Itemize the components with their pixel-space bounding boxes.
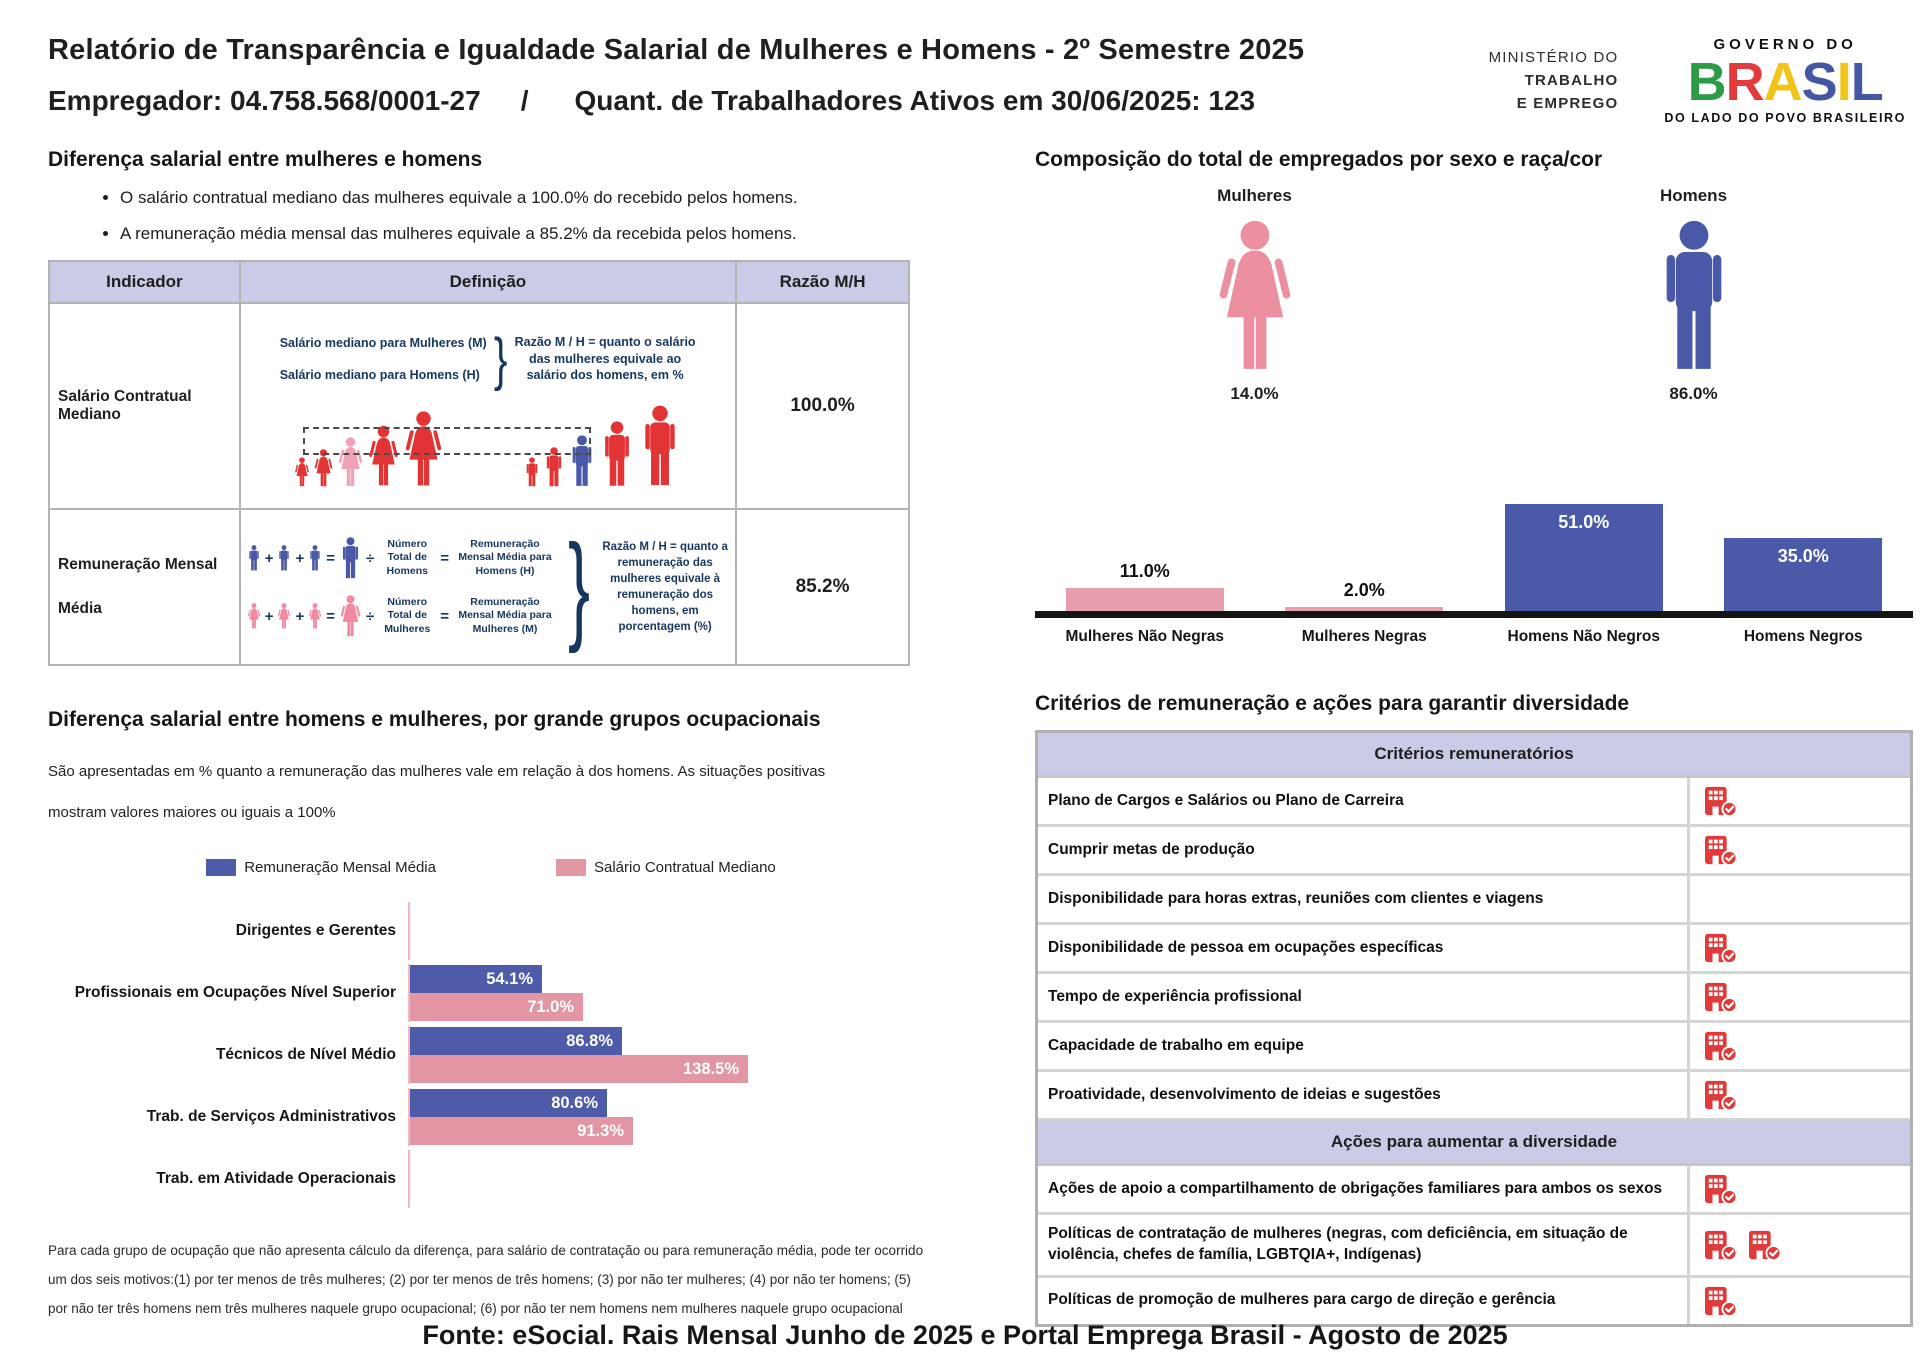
man-icon <box>277 545 291 571</box>
bar-slot <box>1035 561 1255 611</box>
formula-line: + + = ÷ Número Total de Mulheres = Remuneração Mensal Média para Mulheres (M) <box>247 595 557 637</box>
indicator-table <box>48 260 910 666</box>
male-summary <box>1474 186 1913 404</box>
criteria-section-header: Critérios remuneratórios <box>1038 733 1910 778</box>
bar-value-label: 71.0% <box>527 998 574 1016</box>
category-label: Homens Negros <box>1743 628 1863 645</box>
criteria-check-cell <box>1690 876 1910 922</box>
header-definicao: Definição <box>240 261 736 303</box>
category-label: Dirigentes e Gerentes <box>235 922 396 939</box>
criteria-check-cell <box>1690 1278 1910 1324</box>
people-illustration <box>247 403 729 487</box>
formula-result: Remuneração Mensal Média para Mulheres (M) <box>458 595 552 635</box>
company-check-icon <box>1704 1079 1738 1111</box>
company-check-icon <box>1704 1229 1738 1261</box>
bar-value-label: 91.3% <box>577 1122 624 1140</box>
active-workers: Quant. de Trabalhadores Ativos em 30/06/2025: 123 <box>574 85 1256 116</box>
woman-icon <box>339 595 362 637</box>
criteria-check-cell <box>1690 1215 1910 1275</box>
salary-gap-bullets <box>120 188 934 244</box>
man-icon <box>1653 220 1735 372</box>
bar <box>410 1055 748 1083</box>
median-men-line: Salário mediano para Homens (H) <box>279 368 480 382</box>
occupational-footnote: Para cada grupo de ocupação que não apresenta cálculo da diferença, para salário de contratação ou para remuneração média, pode ter ocorrido um dos seis motivos:(1) por ter menos de três mulheres; (2) por ter menos de três homens; (3) por não ter mulheres; (4) por não ter homens; (5) por não ter três homens nem três mulheres naquele grupo ocupacional; (6) por não ter nem homens nem mulheres naquele grupo ocupacional <box>48 1243 924 1317</box>
employer-line <box>48 85 1304 117</box>
chart-legend <box>48 859 934 876</box>
formula-lines <box>247 537 557 637</box>
bar <box>1724 538 1882 612</box>
bar-pair <box>408 1026 748 1084</box>
criteria-row <box>1038 1278 1910 1324</box>
occupational-subtitle: São apresentadas em % quanto a remuneração das mulheres vale em relação à dos homens. As situações positivas mostram valores maiores ou iguais a 100% <box>48 763 826 821</box>
formula-denominator: Número Total de Mulheres <box>384 595 431 635</box>
criteria-row <box>1038 876 1910 925</box>
criteria-check-cell <box>1690 778 1910 824</box>
chart-row <box>48 1150 934 1208</box>
criteria-label: Políticas de promoção de mulheres para cargo de direção e gerência <box>1038 1278 1690 1324</box>
gov-brasil-logo: GOVERNO DO BRASIL DO LADO DO POVO BRASILEIRO <box>1664 36 1906 125</box>
table-row <box>49 509 909 665</box>
ratio-explanation: Razão M / H = quanto a remuneração das mulheres equivale à remuneração dos homens, em porcentagem (%) <box>602 540 728 634</box>
category-label: Profissionais em Ocupações Nível Superior <box>74 984 396 1001</box>
man-icon <box>339 537 362 579</box>
chart-row <box>48 902 934 960</box>
category-label: Homens Não Negros <box>1507 628 1660 645</box>
bar-value-label: 2.0% <box>1343 579 1385 600</box>
criteria-label: Políticas de contratação de mulheres (negras, com deficiência, em situação de violência, chefes de família, LGBTQIA+, Indígenas) <box>1038 1215 1690 1275</box>
company-check-icon <box>1704 1030 1738 1062</box>
bar-pair <box>408 1088 633 1146</box>
male-label: Homens <box>1659 186 1728 205</box>
criteria-check-cell <box>1690 827 1910 873</box>
category-label: Técnicos de Nível Médio <box>215 1046 396 1063</box>
formula-result: Remuneração Mensal Média para Homens (H) <box>458 537 552 577</box>
criteria-check-cell <box>1690 1072 1910 1118</box>
header-razao: Razão M/H <box>736 261 909 303</box>
criteria-check-cell <box>1690 925 1910 971</box>
composition-title: Composição do total de empregados por sexo e raça/cor <box>1035 148 1603 171</box>
man-icon <box>599 421 635 487</box>
salary-gap-title: Diferença salarial entre mulheres e homens <box>48 148 483 171</box>
occupational-title: Diferença salarial entre homens e mulheres, por grande grupos ocupacionais <box>48 708 821 731</box>
bar-value-label: 35.0% <box>1777 545 1829 566</box>
female-label: Mulheres <box>1217 186 1292 205</box>
employer-id: Empregador: 04.758.568/0001-27 <box>48 85 481 116</box>
brasil-wordmark <box>1664 52 1906 112</box>
chart-row <box>48 1088 934 1146</box>
company-check-icon <box>1704 932 1738 964</box>
criteria-row <box>1038 827 1910 876</box>
criteria-row <box>1038 778 1910 827</box>
criteria-row <box>1038 974 1910 1023</box>
bar <box>410 1089 607 1117</box>
woman-icon <box>277 603 291 629</box>
brand-letter: A <box>1763 52 1802 112</box>
ratio-explanation: Razão M / H = quanto o salário das mulheres equivale ao salário dos homens, em % <box>514 334 696 383</box>
criteria-check-cell <box>1690 974 1910 1020</box>
indicator-cell: Remuneração Mensal Média <box>49 509 240 665</box>
criteria-row <box>1038 1215 1910 1278</box>
brand-letter: S <box>1801 52 1837 112</box>
footer-source: Fonte: eSocial. Rais Mensal Junho de 2025 e Portal Emprega Brasil - Agosto de 2025 <box>422 1320 1508 1350</box>
legend-item <box>206 859 436 876</box>
left-column <box>48 148 934 1323</box>
criteria-check-cell <box>1690 1166 1910 1212</box>
company-check-icon <box>1704 1285 1738 1317</box>
brand-letter: I <box>1836 52 1851 112</box>
criteria-label: Capacidade de trabalho em equipe <box>1038 1023 1690 1069</box>
criteria-label: Plano de Cargos e Salários ou Plano de Carreira <box>1038 778 1690 824</box>
man-icon <box>638 405 682 487</box>
ratio-cell: 100.0% <box>736 303 909 509</box>
criteria-title: Critérios de remuneração e ações para garantir diversidade <box>1035 692 1630 715</box>
criteria-row <box>1038 925 1910 974</box>
category-label: Trab. em Atividade Operacionais <box>156 1170 396 1187</box>
company-check-icon <box>1704 981 1738 1013</box>
legend-item <box>556 859 776 876</box>
bullet-item: • A remuneração média mensal das mulheres equivale a 85.2% da recebida pelos homens. <box>120 224 934 244</box>
brace-glyph: } <box>493 326 508 392</box>
bar-pair <box>408 902 410 960</box>
bar <box>410 1117 633 1145</box>
composition-bar-chart <box>1035 468 1913 646</box>
definition-cell <box>240 303 736 509</box>
bar <box>410 993 583 1021</box>
criteria-label: Cumprir metas de produção <box>1038 827 1690 873</box>
bar <box>410 1027 622 1055</box>
header-indicador: Indicador <box>49 261 240 303</box>
woman-icon <box>1214 220 1296 372</box>
right-column <box>1035 148 1913 1327</box>
bar-value-label: 51.0% <box>1558 511 1610 532</box>
brand-letter: R <box>1725 52 1764 112</box>
logo-area <box>1489 36 1906 125</box>
company-check-icon <box>1704 785 1738 817</box>
company-check-icon <box>1704 1173 1738 1205</box>
criteria-label: Proatividade, desenvolvimento de ideias e sugestões <box>1038 1072 1690 1118</box>
gender-summary <box>1035 186 1913 404</box>
criteria-section-header: Ações para aumentar a diversidade <box>1038 1121 1910 1166</box>
mte-logo: MINISTÉRIO DO TRABALHO E EMPREGO <box>1488 48 1619 113</box>
company-check-icon <box>1748 1229 1782 1261</box>
criteria-label: Tempo de experiência profissional <box>1038 974 1690 1020</box>
brand-letter: B <box>1687 52 1726 112</box>
category-labels <box>1035 628 1913 646</box>
brand-letter: L <box>1850 52 1883 112</box>
indicator-cell: Salário Contratual Mediano <box>49 303 240 509</box>
bars-area <box>1035 468 1913 618</box>
bar-slot <box>1694 538 1914 612</box>
criteria-row <box>1038 1023 1910 1072</box>
brace-glyph: } <box>568 520 591 654</box>
legend-swatch <box>556 859 586 876</box>
man-figure-icon <box>1474 220 1913 372</box>
bar-value-label: 80.6% <box>551 1094 598 1112</box>
table-header-row <box>49 261 909 303</box>
bar-value-label: 86.8% <box>566 1032 613 1050</box>
bar <box>1285 607 1443 611</box>
separator: / <box>520 85 529 116</box>
category-label: Mulheres Negras <box>1301 628 1427 645</box>
formula-line: + + = ÷ Número Total de Homens = Remuneração Mensal Média para Homens (H) <box>247 537 557 579</box>
page-title: Relatório de Transparência e Igualdade Salarial de Mulheres e Homens - 2º Semestre 2025 <box>48 34 1305 66</box>
bullet-item: • O salário contratual mediano das mulheres equivale a 100.0% do recebido pelos homens. <box>120 188 934 208</box>
woman-icon <box>247 603 261 629</box>
legend-label: Remuneração Mensal Média <box>244 859 436 876</box>
criteria-label: Disponibilidade para horas extras, reuniões com clientes e viagens <box>1038 876 1690 922</box>
legend-swatch <box>206 859 236 876</box>
woman-icon <box>308 603 322 629</box>
man-icon <box>247 545 261 571</box>
female-percentage: 14.0% <box>1230 384 1279 403</box>
category-label: Mulheres Não Negras <box>1065 628 1224 645</box>
chart-row <box>48 1026 934 1084</box>
man-icon <box>308 545 322 571</box>
bar-pair <box>408 964 583 1022</box>
criteria-label: Ações de apoio a compartilhamento de obrigações familiares para ambos os sexos <box>1038 1166 1690 1212</box>
definition-cell <box>240 509 736 665</box>
bar-slot <box>1474 504 1694 611</box>
bar-slot <box>1255 580 1475 611</box>
report-header <box>48 34 1304 117</box>
bar <box>410 965 542 993</box>
bar <box>1066 588 1224 611</box>
bar-value-label: 11.0% <box>1119 560 1170 581</box>
woman-figure-icon <box>1035 220 1474 372</box>
bar-value-label: 138.5% <box>683 1060 739 1078</box>
criteria-label: Disponibilidade de pessoa em ocupações específicas <box>1038 925 1690 971</box>
woman-icon <box>294 457 310 487</box>
criteria-check-cell <box>1690 1023 1910 1069</box>
formula-denominator: Número Total de Homens <box>386 537 428 577</box>
criteria-row <box>1038 1166 1910 1215</box>
bar-value-label: 54.1% <box>486 970 533 988</box>
company-check-icon <box>1704 834 1738 866</box>
occupational-bar-chart <box>48 902 934 1208</box>
chart-row <box>48 964 934 1022</box>
criteria-table <box>1035 730 1913 1327</box>
bar-pair <box>408 1150 410 1208</box>
legend-label: Salário Contratual Mediano <box>593 859 776 876</box>
male-percentage: 86.0% <box>1669 384 1718 403</box>
man-icon <box>524 457 540 487</box>
female-summary <box>1035 186 1474 404</box>
median-women-line: Salário mediano para Mulheres (M) <box>279 335 487 350</box>
ratio-cell: 85.2% <box>736 509 909 665</box>
bar <box>1505 504 1663 611</box>
criteria-row <box>1038 1072 1910 1121</box>
median-dashed-box <box>303 427 591 455</box>
category-label: Trab. de Serviços Administrativos <box>146 1108 396 1125</box>
table-row <box>49 303 909 509</box>
